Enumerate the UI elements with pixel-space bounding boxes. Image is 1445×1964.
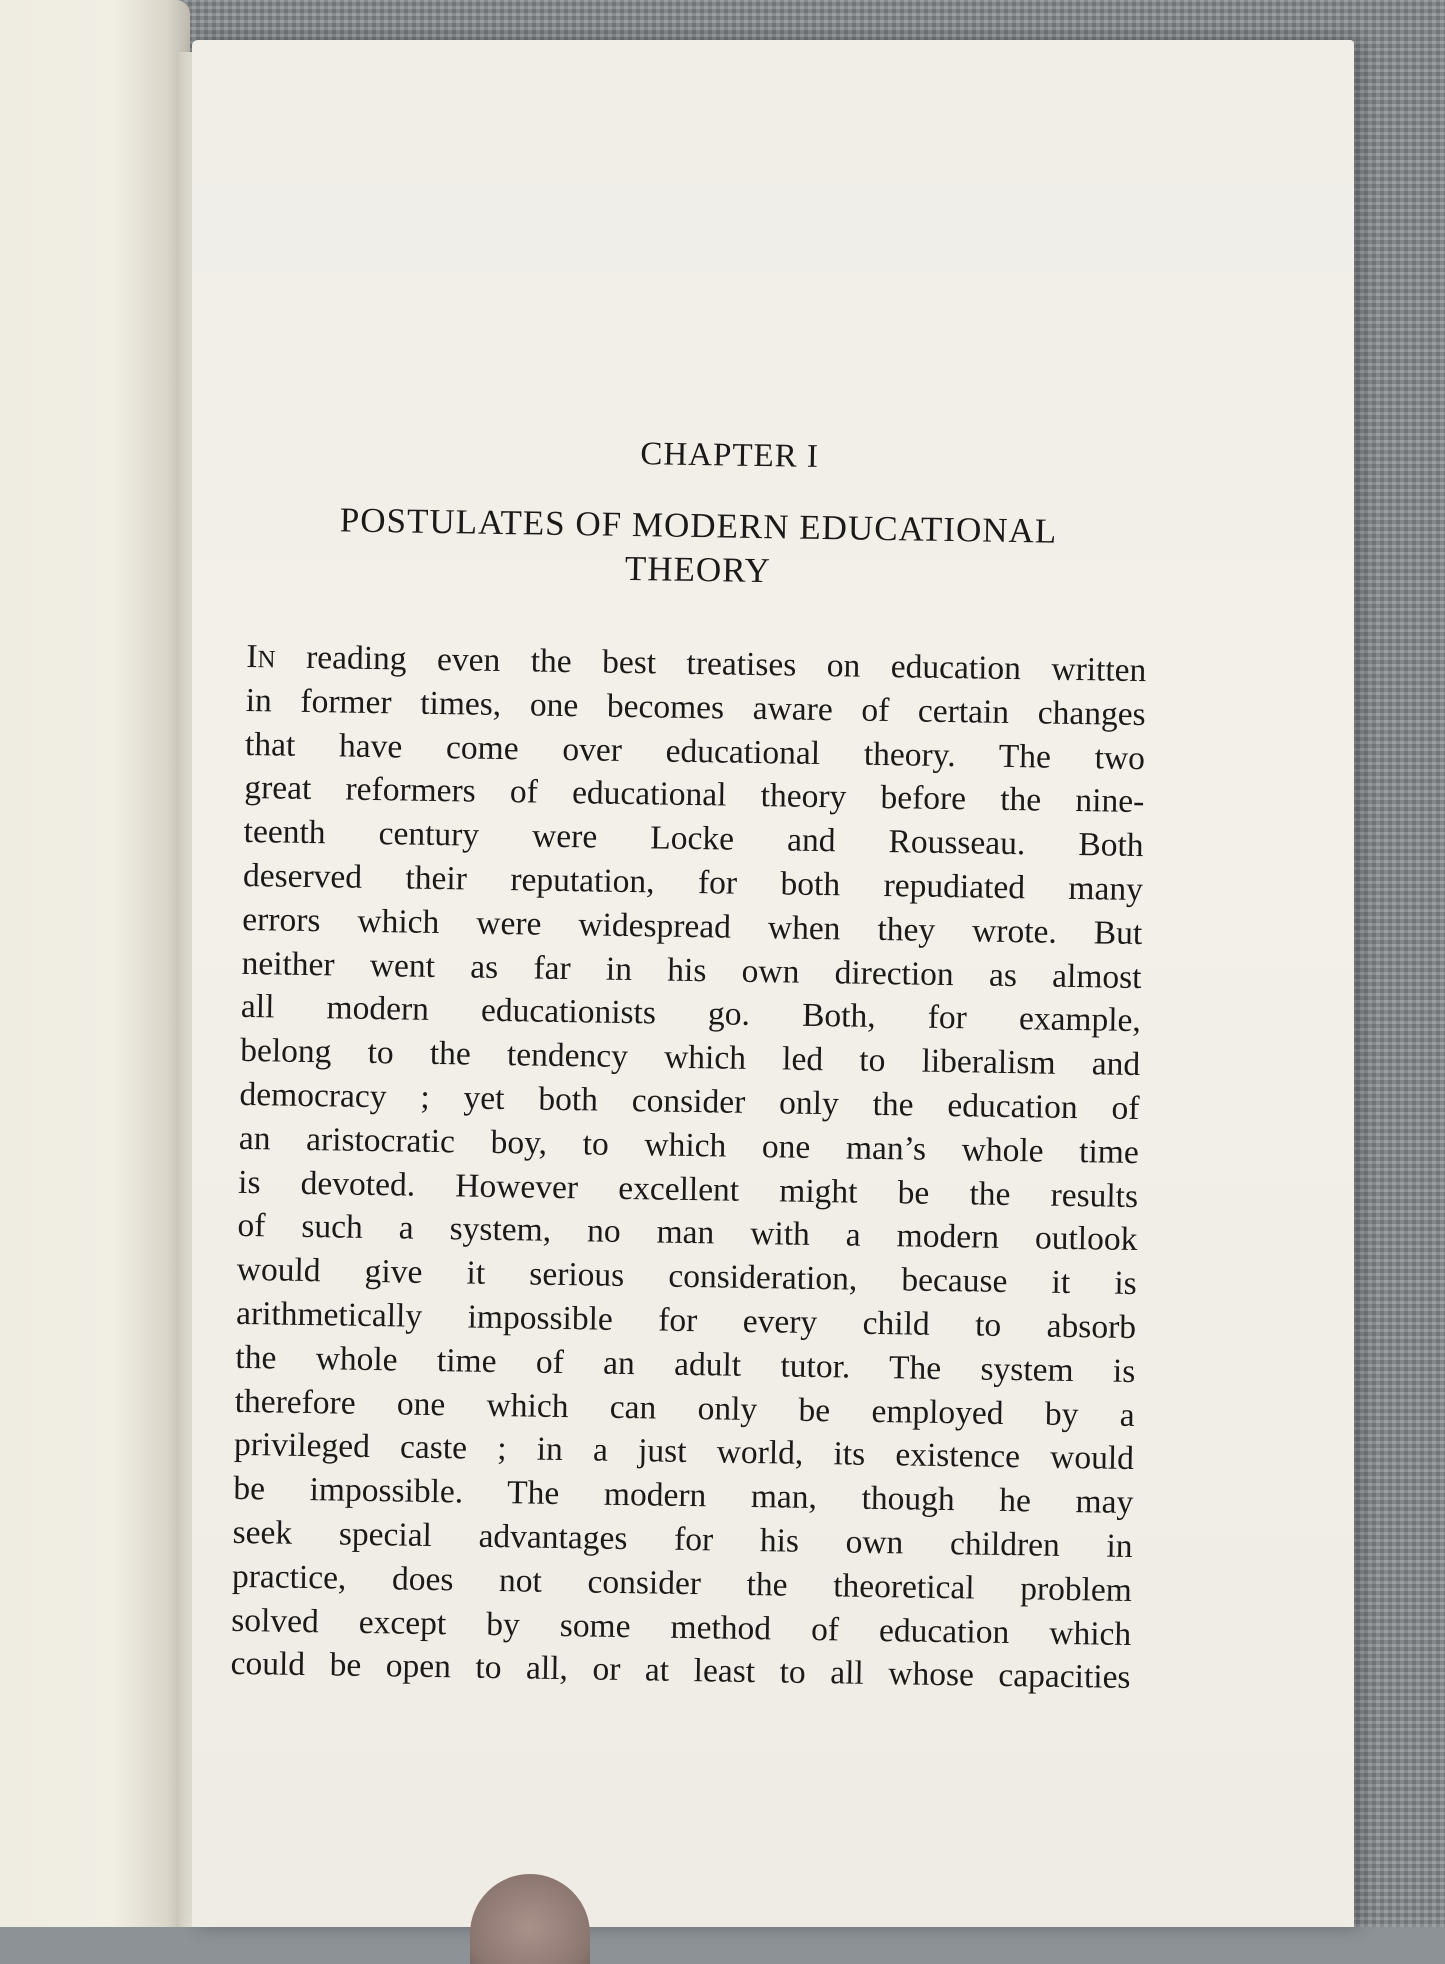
text-line: the whole time of an adult tutor. The system is [235, 1338, 1136, 1390]
text-line: democracy ; yet both consider only the education of [239, 1075, 1140, 1128]
initial-smallcap: N [257, 646, 276, 674]
text-line: would give it serious consideration, because it is [236, 1251, 1137, 1303]
text-line: privileged caste ; in a just world, its existence would [233, 1426, 1135, 1478]
body-text [230, 635, 1146, 1700]
text-line: neither went as far in his own direction as almost [241, 944, 1142, 996]
text-line: all modern educationists go. Both, for example, [240, 988, 1142, 1040]
chapter-title-line-1: POSTULATES OF MODERN EDUCATIONAL [339, 500, 1058, 551]
text-line: is devoted. However excellent might be the results [237, 1163, 1139, 1215]
text-line: great reformers of educational theory before the nine- [244, 769, 1145, 821]
page-text-block [230, 430, 1150, 1700]
text-line: therefore one which can only be employed by a [234, 1382, 1135, 1434]
text-line: arithmetically impossible for every child to absorb [235, 1294, 1137, 1346]
text-line: in former times, one becomes aware of certain changes [245, 681, 1146, 733]
text-line: seek special advantages for his own children in [232, 1513, 1133, 1565]
text-line: solved except by some method of education which [231, 1601, 1132, 1653]
chapter-title [248, 497, 1149, 599]
text-line: that have come over educational theory. The two [244, 725, 1146, 777]
text-line: be impossible. The modern man, though he may [233, 1470, 1134, 1522]
text-line: errors which were widespread when they wrote. But [242, 900, 1143, 952]
left-page [0, 0, 190, 1927]
text-line: teenth century were Locke and Rousseau. Both [243, 813, 1144, 865]
text-line: practice, does not consider the theoretical problem [231, 1557, 1133, 1609]
first-line-rest: reading even the best treatises on education written [275, 638, 1147, 690]
text-line: deserved their reputation, for both repudiated many [242, 856, 1144, 909]
text-line: of such a system, no man with a modern outlook [237, 1207, 1138, 1259]
initial-letter: I [246, 637, 258, 676]
chapter-label: CHAPTER I [640, 436, 820, 475]
text-line: belong to the tendency which led to liberalism and [239, 1032, 1141, 1084]
text-line: could be open to all, or at least to all whose capacities [230, 1645, 1131, 1697]
text-line: an aristocratic boy, to which one man’s whole time [238, 1119, 1140, 1171]
chapter-title-line-2: THEORY [624, 548, 772, 591]
